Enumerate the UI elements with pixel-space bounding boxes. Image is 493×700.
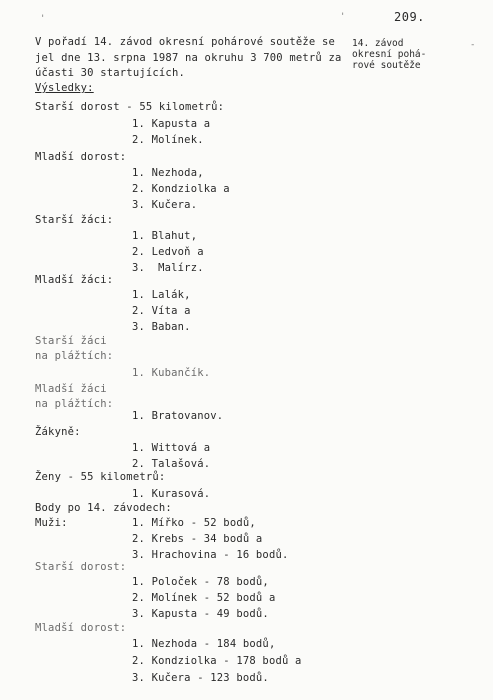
list-item: 3. Malírz. [132, 262, 204, 274]
section-title: Mladší dorost: [35, 151, 127, 163]
page-number: 209. [394, 10, 425, 24]
intro-line-2: jel dne 13. srpna 1987 na okruhu 3 700 metrů za [35, 52, 342, 64]
section-title: na plážtích: [35, 398, 114, 410]
list-item: 1. Wittová a [132, 442, 211, 454]
section-title: Ženy - 55 kilometrů: [35, 471, 166, 483]
intro-line-1: V pořadí 14. závod okresní pohárové soutěže se [35, 36, 335, 48]
list-item: 2. Molínek. [132, 134, 204, 146]
section-title: Mladší žáci: [35, 274, 114, 286]
section-title: Starší dorost - 55 kilometrů: [35, 101, 225, 113]
list-item: 2. Krebs - 34 bodů a [132, 533, 263, 545]
section-title: Starší žáci: [35, 214, 114, 226]
list-item: 2. Talašová. [132, 458, 211, 470]
list-item: 3. Hrachovina - 16 bodů. [132, 549, 289, 561]
list-item: 3. Kučera - 123 bodů. [132, 672, 269, 684]
list-item: 2. Kondziolka - 178 bodů a [132, 655, 302, 667]
list-item: 3. Kapusta - 49 bodů. [132, 608, 269, 620]
list-item: 3. Baban. [132, 321, 191, 333]
section-title: Žákyně: [35, 426, 81, 438]
scan-mark: - [470, 40, 476, 50]
scan-mark: ' [40, 14, 46, 24]
list-item: 1. Blahut, [132, 230, 198, 242]
section-title: Mladší žáci [35, 383, 107, 395]
section-title: na plážtích: [35, 350, 114, 362]
results-heading: Výsledky: [35, 82, 94, 94]
points-label: Starší dorost: [35, 561, 127, 573]
list-item: 2. Víta a [132, 305, 191, 317]
list-item: 1. Lalák, [132, 289, 191, 301]
intro-line-3: účasti 30 startujících. [35, 67, 185, 79]
list-item: 1. Mířko - 52 bodů, [132, 517, 256, 529]
list-item: 1. Bratovanov. [132, 410, 224, 422]
list-item: 1. Nezhoda, [132, 167, 204, 179]
list-item: 3. Kučera. [132, 199, 198, 211]
margin-note: 14. závod okresní pohá- rové soutěže [352, 38, 427, 71]
list-item: 1. Poloček - 78 bodů, [132, 576, 269, 588]
section-title: Starší žáci [35, 335, 107, 347]
points-label: Mladší dorost: [35, 622, 127, 634]
list-item: 2. Kondziolka a [132, 183, 230, 195]
list-item: 1. Kurasová. [132, 488, 211, 500]
points-label: Muži: [35, 517, 68, 529]
list-item: 2. Molínek - 52 bodů a [132, 592, 276, 604]
list-item: 1. Kapusta a [132, 118, 211, 130]
points-title: Body po 14. závodech: [35, 502, 172, 514]
scan-mark: ' [340, 12, 346, 22]
list-item: 1. Nezhoda - 184 bodů, [132, 638, 276, 650]
list-item: 2. Ledvoň a [132, 246, 204, 258]
list-item: 1. Kubančík. [132, 367, 211, 379]
